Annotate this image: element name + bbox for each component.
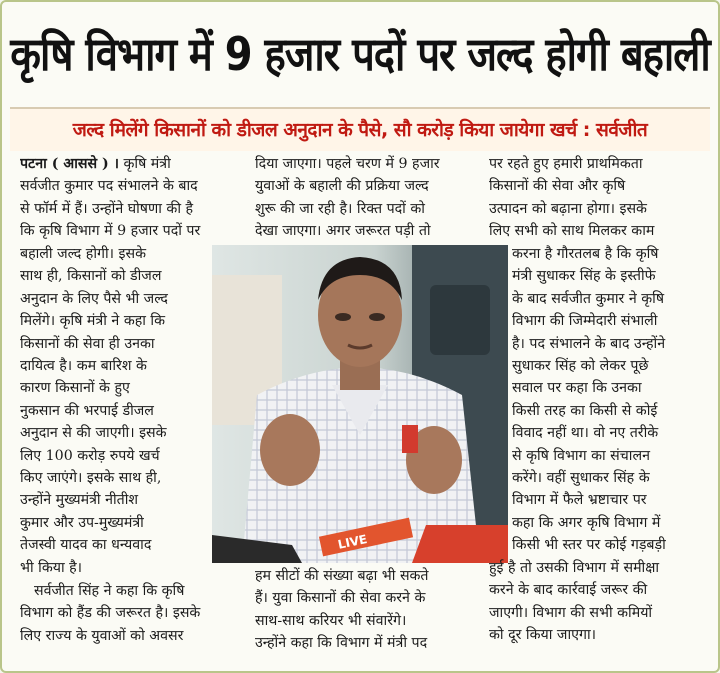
text-line: सुधाकर सिंह को लेकर पूछे: [512, 358, 649, 375]
photo-image: [212, 245, 508, 563]
dateline: पटना ( आससे ) ।: [20, 156, 119, 172]
text-line: किसी भी स्तर पर कोई गड़बड़ी: [512, 537, 666, 554]
text-line: मिलेंगे। कृषि मंत्री ने कहा कि: [20, 313, 166, 330]
text-line: भी किया है।: [20, 559, 83, 576]
text-line: नुकसान की भरपाई डीजल: [20, 402, 154, 419]
text-line: है। पद संभालने के बाद उन्होंने: [512, 335, 666, 352]
text-line: हम सीटों की संख्या बढ़ा भी सकते: [255, 568, 429, 584]
column-2-bottom: [255, 565, 487, 655]
column-1-wrap: [20, 243, 208, 579]
text-line: पर रहते हुए हमारी प्राथमिकता: [489, 156, 643, 172]
text-line: कि कृषि विभाग में 9 हजार पदों पर: [20, 223, 201, 240]
text-line: से कृषि विभाग का संचालन: [512, 447, 650, 464]
text-line: कारण किसानों के हुए: [20, 380, 130, 397]
text-line: सर्वजीत कुमार पद संभालने के बाद: [20, 178, 198, 195]
text-line: से फॉर्म में हैं। उन्होंने घोषणा की है: [20, 200, 194, 217]
subheadline: जल्द मिलेंगे किसानों को डीजल अनुदान के पैसे, सौ करोड़ किया जायेगा खर्च : सर्वजीत: [10, 107, 710, 151]
text-line: उत्पादन को बढ़ाना होगा। इसके: [489, 200, 647, 217]
column-3-bottom: [489, 557, 711, 647]
headline: कृषि विभाग में 9 हजार पदों पर जल्द होगी बहाली: [10, 28, 710, 82]
text-line: तेजस्वी यादव का धन्यवाद: [20, 537, 152, 554]
text-line: हैं। युवा किसानों की सेवा करने के: [255, 590, 426, 607]
text-line: कहा कि अगर कृषि विभाग में: [512, 514, 661, 531]
column-1-bottom: [20, 580, 252, 647]
column-3-top: [489, 153, 709, 243]
text-line: किसानों की सेवा और कृषि: [489, 178, 626, 195]
text-line: युवाओं के बहाली की प्रक्रिया जल्द: [255, 178, 429, 195]
text-line: दायित्व है। कम बारिश के: [20, 358, 147, 375]
text-line: कुमार और उप-मुख्यमंत्री: [20, 514, 144, 531]
text-line: देखा जाएगा। अगर जरूरत पड़ी तो: [255, 223, 431, 240]
text-line: सवाल पर कहा कि उनका: [512, 380, 642, 397]
column-2-top: [255, 153, 487, 243]
text-line: विभाग को हैंड की जरूरत है। इसके: [20, 605, 201, 622]
text-line: उन्होंने मुख्यमंत्री नीतीश: [20, 492, 139, 509]
text-line: पटना ( आससे ) । कृषि मंत्री: [20, 156, 171, 172]
text-line: मंत्री सुधाकर सिंह के इस्तीफे: [512, 268, 656, 285]
text-line: शुरू की जा रही है। रिक्त पदों को: [255, 200, 425, 217]
text-line: करेंगे। वहीं सुधाकर सिंह के: [512, 470, 650, 487]
text-line: किसानों की सेवा ही उनका: [20, 335, 155, 352]
text-line: दिया जाएगा। पहले चरण में 9 हजार: [255, 156, 440, 172]
text-line: अनुदान के लिए पैसे भी जल्द: [20, 290, 168, 307]
text-line: बहाली जल्द होगी। इसके: [20, 246, 147, 262]
text-line: अनुदान से की जाएगी। इसके: [20, 425, 167, 442]
text-line: साथ ही, किसानों को डीजल: [20, 268, 162, 285]
text-line: किए जाएंगे। इसके साथ ही,: [20, 470, 162, 487]
text-line: हुई है तो उसकी विभाग में समीक्षा: [489, 560, 660, 576]
mic-logo-text: LIVE: [336, 531, 369, 552]
text-line: लिए राज्य के युवाओं को अवसर: [20, 627, 184, 644]
text-line: करने के बाद कार्रवाई जरूर की: [489, 582, 648, 599]
text-line: उन्होंने कहा कि विभाग में मंत्री पद: [255, 635, 428, 652]
text-line: को दूर किया जाएगा।: [489, 627, 596, 644]
text-line: के बाद सर्वजीत कुमार ने कृषि: [512, 290, 665, 307]
column-3-wrap: [512, 243, 708, 557]
text-line: करना है गौरतलब है कि कृषि: [512, 246, 659, 262]
minister-photo: [212, 245, 508, 563]
text-line: सर्वजीत सिंह ने कहा कि कृषि: [34, 583, 185, 599]
text-line: विवाद नहीं था। वो नए तरीके: [512, 425, 659, 442]
text-line: लिए सभी को साथ मिलकर काम: [489, 223, 655, 240]
column-1-top: [20, 153, 252, 243]
text-line: साथ-साथ करियर भी संवारेंगे।: [255, 612, 407, 629]
text-line: जाएगी। विभाग की सभी कमियों: [489, 604, 653, 621]
text-line: किसी तरह का किसी से कोई: [512, 402, 658, 419]
text-line: विभाग में फैले भ्रष्टाचार पर: [512, 492, 647, 509]
text-line: विभाग की जिम्मेदारी संभाली: [512, 313, 658, 330]
text-line: लिए 100 करोड़ रुपये खर्च: [20, 447, 160, 464]
